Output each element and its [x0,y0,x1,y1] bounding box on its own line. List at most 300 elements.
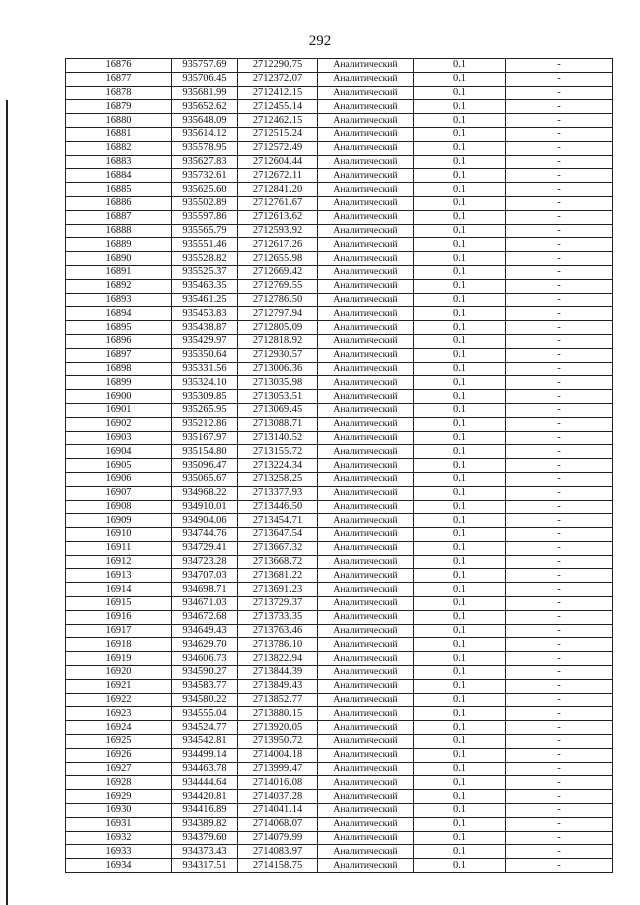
accuracy-cell: 0.1 [414,583,506,597]
note-cell: - [506,169,613,183]
point-id-cell: 16907 [66,486,172,500]
accuracy-cell: 0.1 [414,762,506,776]
table-row [66,707,613,721]
note-cell: - [506,735,613,749]
point-id-cell: 16906 [66,472,172,486]
note-cell: - [506,845,613,859]
table-row [66,376,613,390]
y-coordinate-cell: 2713454.71 [238,514,318,528]
y-coordinate-cell: 2714083.97 [238,845,318,859]
y-coordinate-cell: 2713920.05 [238,721,318,735]
accuracy-cell: 0.1 [414,348,506,362]
y-coordinate-cell: 2713844.39 [238,666,318,680]
method-cell: Аналитический [318,790,414,804]
note-cell: - [506,321,613,335]
x-coordinate-cell: 934499.14 [172,748,238,762]
y-coordinate-cell: 2714158.75 [238,859,318,873]
table-row [66,652,613,666]
method-cell: Аналитический [318,390,414,404]
x-coordinate-cell: 935578.95 [172,141,238,155]
accuracy-cell: 0.1 [414,638,506,652]
table-row [66,735,613,749]
table-row [66,666,613,680]
x-coordinate-cell: 935265.95 [172,403,238,417]
point-id-cell: 16931 [66,817,172,831]
table-row [66,597,613,611]
method-cell: Аналитический [318,321,414,335]
note-cell: - [506,376,613,390]
point-id-cell: 16896 [66,334,172,348]
method-cell: Аналитический [318,127,414,141]
point-id-cell: 16912 [66,555,172,569]
y-coordinate-cell: 2712455.14 [238,100,318,114]
accuracy-cell: 0.1 [414,114,506,128]
note-cell: - [506,307,613,321]
method-cell: Аналитический [318,762,414,776]
note-cell: - [506,445,613,459]
x-coordinate-cell: 935681.99 [172,86,238,100]
x-coordinate-cell: 934580.22 [172,693,238,707]
method-cell: Аналитический [318,679,414,693]
point-id-cell: 16893 [66,293,172,307]
x-coordinate-cell: 934723.28 [172,555,238,569]
note-cell: - [506,127,613,141]
x-coordinate-cell: 935324.10 [172,376,238,390]
method-cell: Аналитический [318,293,414,307]
table-row [66,555,613,569]
x-coordinate-cell: 934729.41 [172,541,238,555]
method-cell: Аналитический [318,155,414,169]
accuracy-cell: 0.1 [414,307,506,321]
y-coordinate-cell: 2713681.22 [238,569,318,583]
note-cell: - [506,804,613,818]
y-coordinate-cell: 2713763.46 [238,624,318,638]
point-id-cell: 16926 [66,748,172,762]
point-id-cell: 16877 [66,72,172,86]
point-id-cell: 16914 [66,583,172,597]
y-coordinate-cell: 2713006.36 [238,362,318,376]
point-id-cell: 16910 [66,528,172,542]
table-row [66,817,613,831]
point-id-cell: 16920 [66,666,172,680]
note-cell: - [506,155,613,169]
x-coordinate-cell: 934317.51 [172,859,238,873]
table-row [66,445,613,459]
x-coordinate-cell: 934910.01 [172,500,238,514]
point-id-cell: 16930 [66,804,172,818]
y-coordinate-cell: 2714037.28 [238,790,318,804]
point-id-cell: 16929 [66,790,172,804]
accuracy-cell: 0.1 [414,610,506,624]
method-cell: Аналитический [318,583,414,597]
note-cell: - [506,265,613,279]
y-coordinate-cell: 2713691.23 [238,583,318,597]
y-coordinate-cell: 2714041.14 [238,804,318,818]
x-coordinate-cell: 935528.82 [172,252,238,266]
x-coordinate-cell: 935614.12 [172,127,238,141]
accuracy-cell: 0.1 [414,127,506,141]
table-row [66,748,613,762]
x-coordinate-cell: 935732.61 [172,169,238,183]
note-cell: - [506,100,613,114]
accuracy-cell: 0.1 [414,224,506,238]
x-coordinate-cell: 935757.69 [172,59,238,73]
note-cell: - [506,583,613,597]
table-row [66,334,613,348]
method-cell: Аналитический [318,804,414,818]
table-row [66,224,613,238]
table-row [66,141,613,155]
table-row [66,169,613,183]
table-row [66,238,613,252]
point-id-cell: 16890 [66,252,172,266]
table-row [66,127,613,141]
x-coordinate-cell: 934389.82 [172,817,238,831]
method-cell: Аналитический [318,72,414,86]
x-coordinate-cell: 935625.60 [172,183,238,197]
x-coordinate-cell: 934524.77 [172,721,238,735]
accuracy-cell: 0.1 [414,555,506,569]
point-id-cell: 16899 [66,376,172,390]
method-cell: Аналитический [318,100,414,114]
note-cell: - [506,238,613,252]
table-row [66,86,613,100]
accuracy-cell: 0.1 [414,376,506,390]
accuracy-cell: 0.1 [414,265,506,279]
table-row [66,459,613,473]
x-coordinate-cell: 934590.27 [172,666,238,680]
method-cell: Аналитический [318,693,414,707]
note-cell: - [506,224,613,238]
accuracy-cell: 0.1 [414,72,506,86]
y-coordinate-cell: 2713852.77 [238,693,318,707]
x-coordinate-cell: 935461.25 [172,293,238,307]
accuracy-cell: 0.1 [414,679,506,693]
y-coordinate-cell: 2712572.49 [238,141,318,155]
accuracy-cell: 0.1 [414,776,506,790]
point-id-cell: 16895 [66,321,172,335]
x-coordinate-cell: 935648.09 [172,114,238,128]
table-row [66,417,613,431]
note-cell: - [506,652,613,666]
method-cell: Аналитический [318,555,414,569]
method-cell: Аналитический [318,748,414,762]
point-id-cell: 16902 [66,417,172,431]
table-row [66,583,613,597]
table-row [66,183,613,197]
x-coordinate-cell: 935706.45 [172,72,238,86]
point-id-cell: 16892 [66,279,172,293]
y-coordinate-cell: 2712613.62 [238,210,318,224]
x-coordinate-cell: 935096.47 [172,459,238,473]
y-coordinate-cell: 2712761.67 [238,196,318,210]
note-cell: - [506,486,613,500]
note-cell: - [506,638,613,652]
accuracy-cell: 0.1 [414,155,506,169]
method-cell: Аналитический [318,431,414,445]
table-row [66,265,613,279]
point-id-cell: 16913 [66,569,172,583]
point-id-cell: 16878 [66,86,172,100]
note-cell: - [506,790,613,804]
point-id-cell: 16915 [66,597,172,611]
y-coordinate-cell: 2712786.50 [238,293,318,307]
point-id-cell: 16885 [66,183,172,197]
method-cell: Аналитический [318,334,414,348]
note-cell: - [506,707,613,721]
y-coordinate-cell: 2712769.55 [238,279,318,293]
note-cell: - [506,403,613,417]
table-row [66,541,613,555]
note-cell: - [506,762,613,776]
x-coordinate-cell: 934379.60 [172,831,238,845]
point-id-cell: 16934 [66,859,172,873]
table-row [66,776,613,790]
accuracy-cell: 0.1 [414,362,506,376]
method-cell: Аналитический [318,831,414,845]
y-coordinate-cell: 2713668.72 [238,555,318,569]
y-coordinate-cell: 2712930.57 [238,348,318,362]
point-id-cell: 16919 [66,652,172,666]
method-cell: Аналитический [318,486,414,500]
point-id-cell: 16882 [66,141,172,155]
point-id-cell: 16908 [66,500,172,514]
x-coordinate-cell: 935438.87 [172,321,238,335]
y-coordinate-cell: 2712655.98 [238,252,318,266]
y-coordinate-cell: 2712372.07 [238,72,318,86]
accuracy-cell: 0.1 [414,141,506,155]
point-id-cell: 16932 [66,831,172,845]
accuracy-cell: 0.1 [414,666,506,680]
note-cell: - [506,597,613,611]
note-cell: - [506,541,613,555]
table-row [66,252,613,266]
y-coordinate-cell: 2713667.32 [238,541,318,555]
note-cell: - [506,776,613,790]
method-cell: Аналитический [318,776,414,790]
note-cell: - [506,348,613,362]
x-coordinate-cell: 935551.46 [172,238,238,252]
table-row [66,321,613,335]
accuracy-cell: 0.1 [414,334,506,348]
x-coordinate-cell: 935453.83 [172,307,238,321]
point-id-cell: 16909 [66,514,172,528]
x-coordinate-cell: 935212.86 [172,417,238,431]
table-row [66,348,613,362]
point-id-cell: 16917 [66,624,172,638]
table-row [66,569,613,583]
method-cell: Аналитический [318,403,414,417]
y-coordinate-cell: 2713053.51 [238,390,318,404]
accuracy-cell: 0.1 [414,486,506,500]
method-cell: Аналитический [318,238,414,252]
method-cell: Аналитический [318,624,414,638]
method-cell: Аналитический [318,707,414,721]
y-coordinate-cell: 2713140.52 [238,431,318,445]
x-coordinate-cell: 934904.06 [172,514,238,528]
y-coordinate-cell: 2713950.72 [238,735,318,749]
y-coordinate-cell: 2712462.15 [238,114,318,128]
table-row [66,831,613,845]
y-coordinate-cell: 2713377.93 [238,486,318,500]
method-cell: Аналитический [318,514,414,528]
table-row [66,679,613,693]
y-coordinate-cell: 2713786.10 [238,638,318,652]
accuracy-cell: 0.1 [414,279,506,293]
y-coordinate-cell: 2713822.94 [238,652,318,666]
x-coordinate-cell: 935154.80 [172,445,238,459]
point-id-cell: 16905 [66,459,172,473]
y-coordinate-cell: 2712805.09 [238,321,318,335]
table-row [66,638,613,652]
point-id-cell: 16918 [66,638,172,652]
table-row [66,114,613,128]
point-id-cell: 16924 [66,721,172,735]
point-id-cell: 16884 [66,169,172,183]
note-cell: - [506,624,613,638]
table-row [66,279,613,293]
method-cell: Аналитический [318,376,414,390]
accuracy-cell: 0.1 [414,652,506,666]
note-cell: - [506,528,613,542]
accuracy-cell: 0.1 [414,735,506,749]
method-cell: Аналитический [318,500,414,514]
method-cell: Аналитический [318,252,414,266]
y-coordinate-cell: 2713849.43 [238,679,318,693]
y-coordinate-cell: 2713069.45 [238,403,318,417]
note-cell: - [506,417,613,431]
x-coordinate-cell: 934698.71 [172,583,238,597]
accuracy-cell: 0.1 [414,210,506,224]
method-cell: Аналитический [318,597,414,611]
point-id-cell: 16888 [66,224,172,238]
y-coordinate-cell: 2713999.47 [238,762,318,776]
y-coordinate-cell: 2712593.92 [238,224,318,238]
y-coordinate-cell: 2713446.50 [238,500,318,514]
note-cell: - [506,721,613,735]
method-cell: Аналитический [318,183,414,197]
table-row [66,100,613,114]
note-cell: - [506,500,613,514]
method-cell: Аналитический [318,196,414,210]
accuracy-cell: 0.1 [414,707,506,721]
accuracy-cell: 0.1 [414,59,506,73]
accuracy-cell: 0.1 [414,845,506,859]
note-cell: - [506,183,613,197]
y-coordinate-cell: 2712515.24 [238,127,318,141]
x-coordinate-cell: 935429.97 [172,334,238,348]
y-coordinate-cell: 2712290.75 [238,59,318,73]
x-coordinate-cell: 935350.64 [172,348,238,362]
accuracy-cell: 0.1 [414,100,506,114]
method-cell: Аналитический [318,569,414,583]
accuracy-cell: 0.1 [414,859,506,873]
note-cell: - [506,679,613,693]
x-coordinate-cell: 934744.76 [172,528,238,542]
accuracy-cell: 0.1 [414,390,506,404]
x-coordinate-cell: 935565.79 [172,224,238,238]
point-id-cell: 16894 [66,307,172,321]
y-coordinate-cell: 2714004.18 [238,748,318,762]
method-cell: Аналитический [318,307,414,321]
point-id-cell: 16904 [66,445,172,459]
note-cell: - [506,72,613,86]
method-cell: Аналитический [318,141,414,155]
table-row [66,790,613,804]
note-cell: - [506,859,613,873]
y-coordinate-cell: 2713880.15 [238,707,318,721]
coordinates-table [65,58,613,873]
accuracy-cell: 0.1 [414,693,506,707]
table-row [66,514,613,528]
y-coordinate-cell: 2713729.37 [238,597,318,611]
x-coordinate-cell: 934444.64 [172,776,238,790]
y-coordinate-cell: 2712604.44 [238,155,318,169]
table-row [66,431,613,445]
x-coordinate-cell: 935627.83 [172,155,238,169]
y-coordinate-cell: 2714079.99 [238,831,318,845]
x-coordinate-cell: 935502.89 [172,196,238,210]
x-coordinate-cell: 934629.70 [172,638,238,652]
y-coordinate-cell: 2712412.15 [238,86,318,100]
table-row [66,307,613,321]
table-row [66,528,613,542]
accuracy-cell: 0.1 [414,238,506,252]
y-coordinate-cell: 2714016.08 [238,776,318,790]
x-coordinate-cell: 934542.81 [172,735,238,749]
note-cell: - [506,114,613,128]
table-row [66,804,613,818]
method-cell: Аналитический [318,666,414,680]
accuracy-cell: 0.1 [414,293,506,307]
y-coordinate-cell: 2713733.35 [238,610,318,624]
y-coordinate-cell: 2712617.26 [238,238,318,252]
point-id-cell: 16876 [66,59,172,73]
accuracy-cell: 0.1 [414,403,506,417]
table-row [66,693,613,707]
y-coordinate-cell: 2713155.72 [238,445,318,459]
x-coordinate-cell: 934707.03 [172,569,238,583]
y-coordinate-cell: 2713035.98 [238,376,318,390]
method-cell: Аналитический [318,59,414,73]
table-row [66,845,613,859]
accuracy-cell: 0.1 [414,831,506,845]
method-cell: Аналитический [318,528,414,542]
x-coordinate-cell: 934606.73 [172,652,238,666]
method-cell: Аналитический [318,348,414,362]
method-cell: Аналитический [318,210,414,224]
method-cell: Аналитический [318,472,414,486]
note-cell: - [506,817,613,831]
point-id-cell: 16887 [66,210,172,224]
table-body [66,59,613,873]
y-coordinate-cell: 2712669.42 [238,265,318,279]
accuracy-cell: 0.1 [414,252,506,266]
note-cell: - [506,514,613,528]
point-id-cell: 16897 [66,348,172,362]
method-cell: Аналитический [318,817,414,831]
method-cell: Аналитический [318,638,414,652]
point-id-cell: 16900 [66,390,172,404]
accuracy-cell: 0.1 [414,472,506,486]
table-row [66,403,613,417]
note-cell: - [506,610,613,624]
note-cell: - [506,831,613,845]
point-id-cell: 16903 [66,431,172,445]
y-coordinate-cell: 2713224.34 [238,459,318,473]
point-id-cell: 16898 [66,362,172,376]
point-id-cell: 16923 [66,707,172,721]
